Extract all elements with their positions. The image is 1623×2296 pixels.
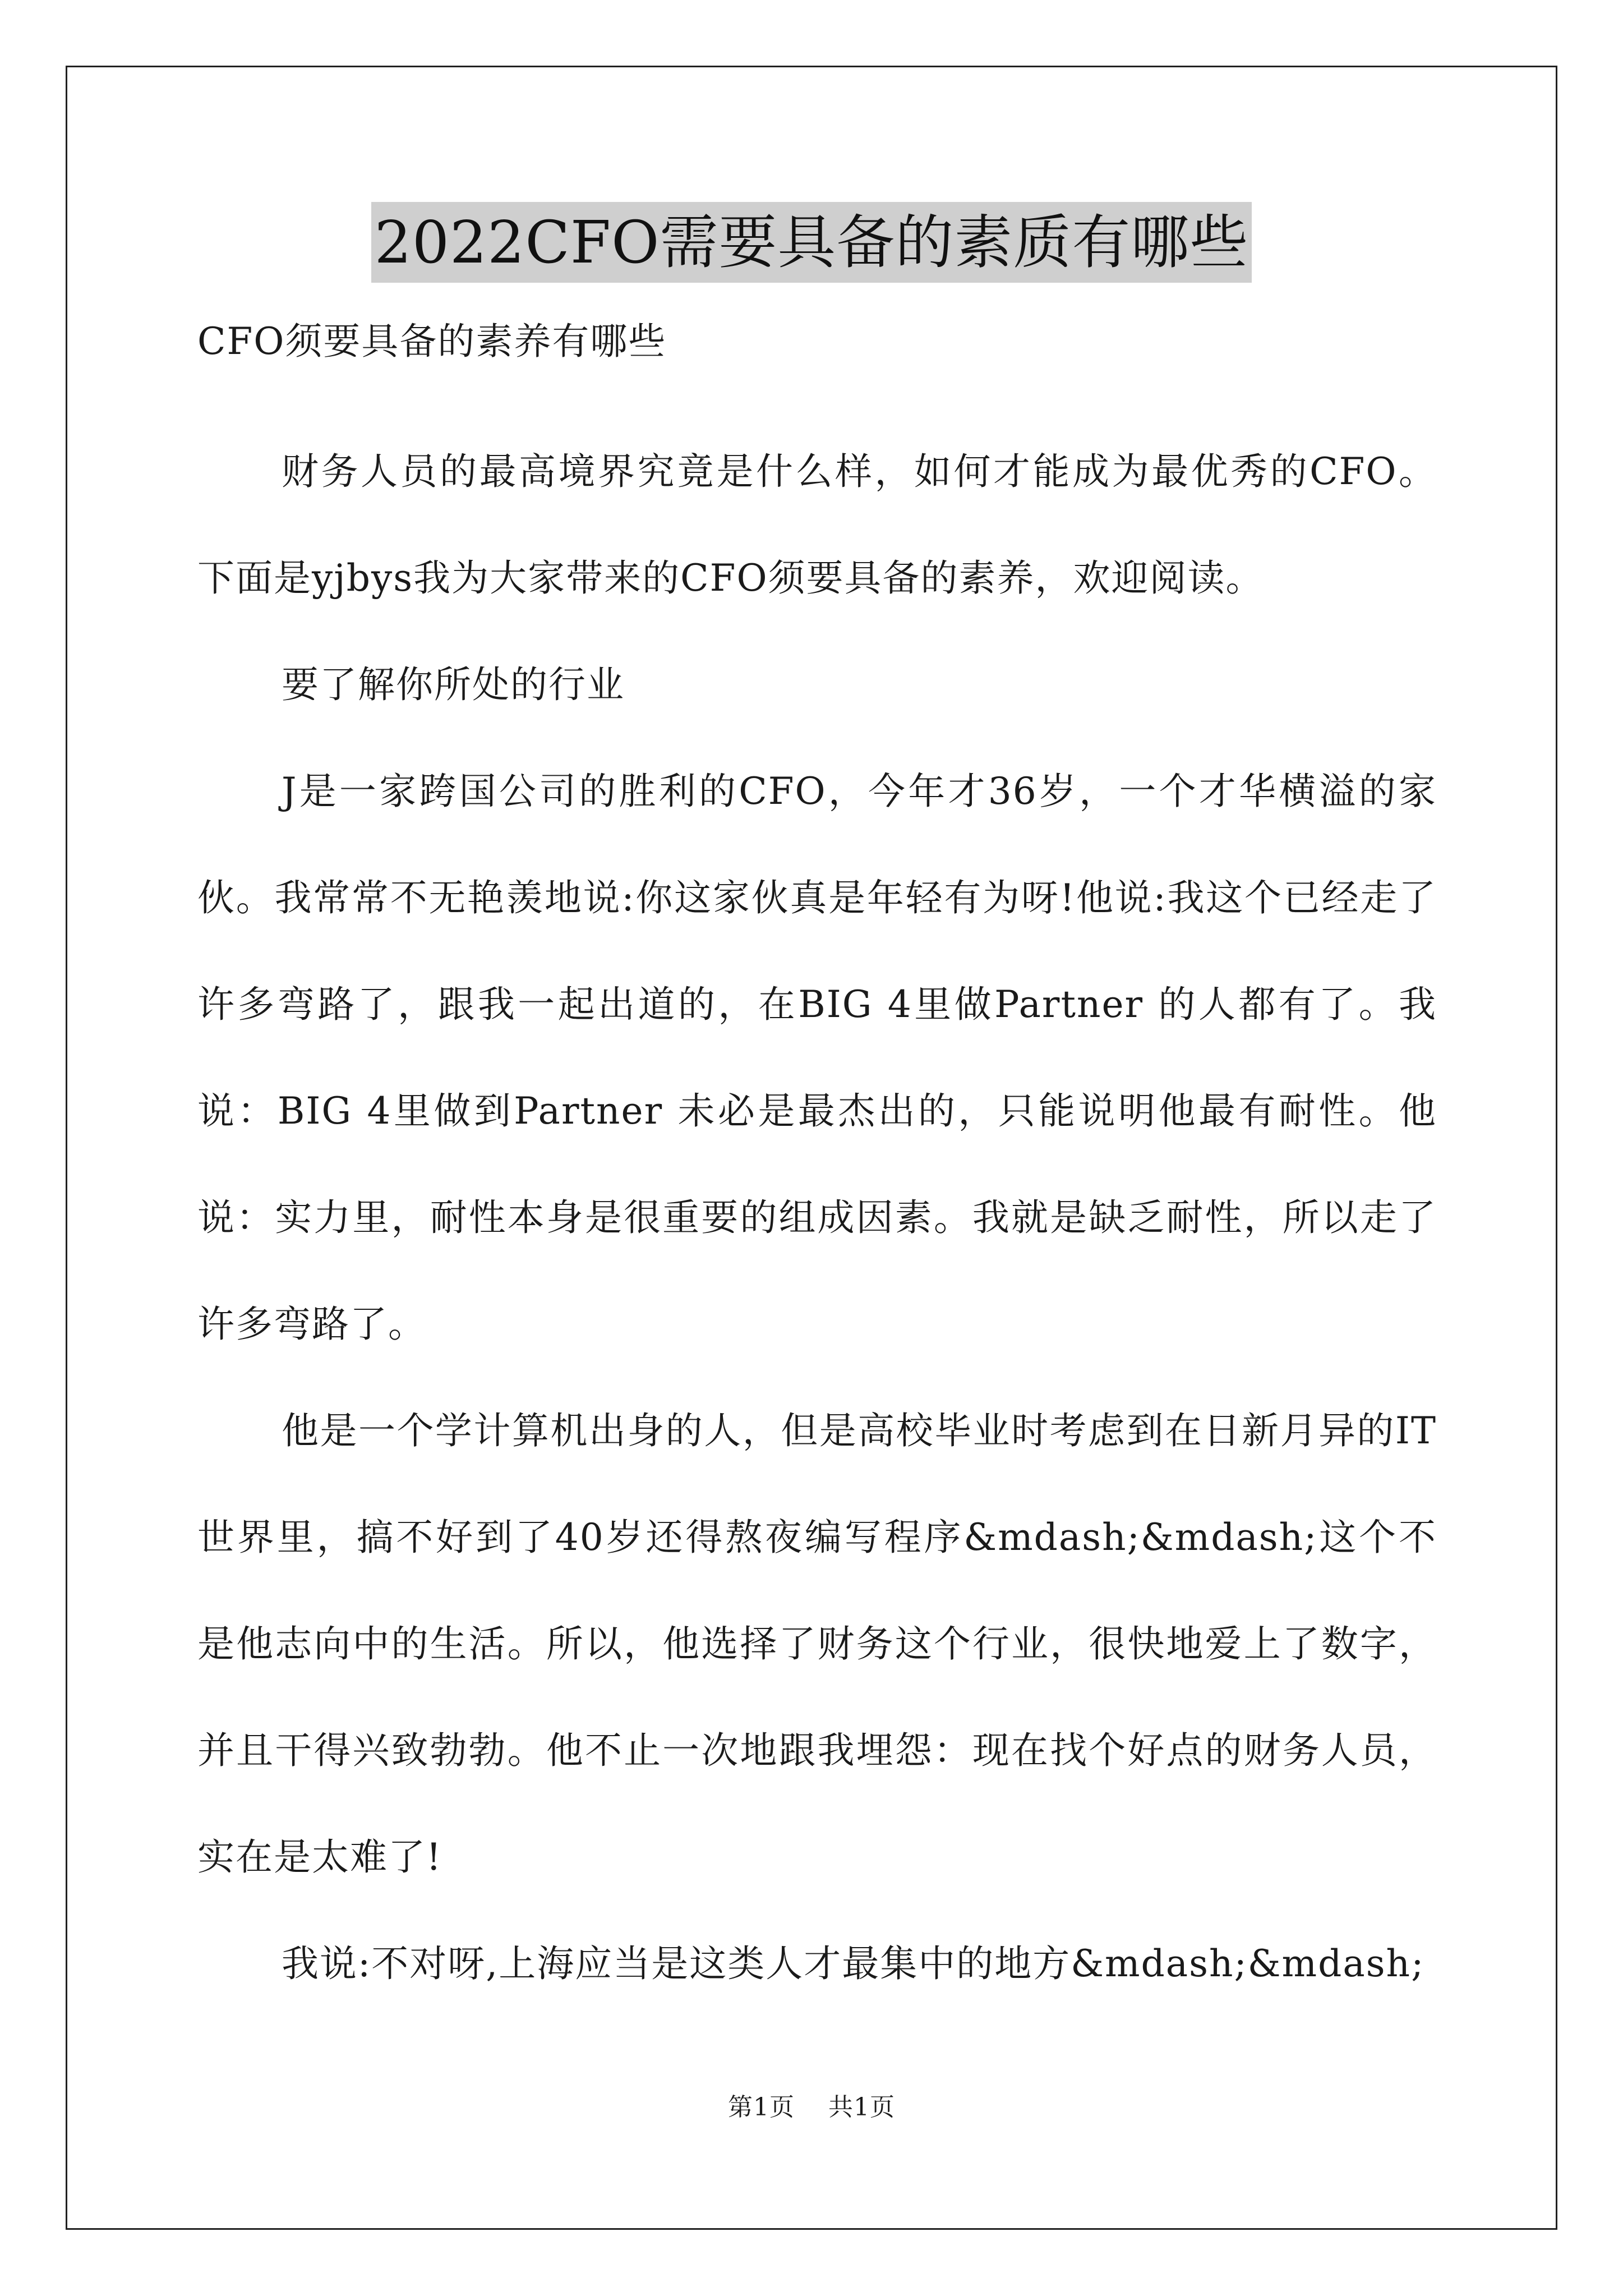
title-container	[0, 202, 1623, 283]
paragraph-story-j: J是一家跨国公司的胜利的CFO，今年才36岁，一个才华横溢的家伙。我常常不无艳羡地说:你这家伙真是年轻有为呀!他说:我这个已经走了许多弯路了，跟我一起出道的，在BIG 4里做Partner 的人都有了。我说：BIG 4里做到Partner 未必是最杰出的，只能说明他最有耐性。他说：实力里，耐性本身是很重要的组成因素。我就是缺乏耐性，所以走了许多弯路了。	[197, 770, 1437, 1346]
page-number-total: 共1页	[828, 2093, 895, 2122]
paragraph-shanghai: 我说:不对呀,上海应当是这类人才最集中的地方&mdash;&mdash;	[282, 1942, 1425, 1985]
document-title: 2022CFO需要具备的素质有哪些	[371, 202, 1252, 283]
paragraph-intro: 财务人员的最高境界究竟是什么样，如何才能成为最优秀的CFO。下面是yjbys我为大家带来的CFO须要具备的素养，欢迎阅读。	[197, 450, 1437, 600]
paragraph-heading-industry: 要了解你所处的行业	[282, 663, 625, 706]
document-body	[197, 312, 1437, 2017]
page-footer	[0, 2087, 1623, 2123]
document-subtitle: CFO须要具备的素养有哪些	[197, 320, 667, 363]
paragraph-career-choice: 他是一个学计算机出身的人，但是高校毕业时考虑到在日新月异的IT世界里，搞不好到了40岁还得熬夜编写程序&mdash;&mdash;这个不是他志向中的生活。所以，他选择了财务这个行业，很快地爱上了数字，并且干得兴致勃勃。他不止一次地跟我埋怨：现在找个好点的财务人员，实在是太难了!	[197, 1409, 1437, 1879]
page-number-current: 第1页	[728, 2093, 795, 2122]
